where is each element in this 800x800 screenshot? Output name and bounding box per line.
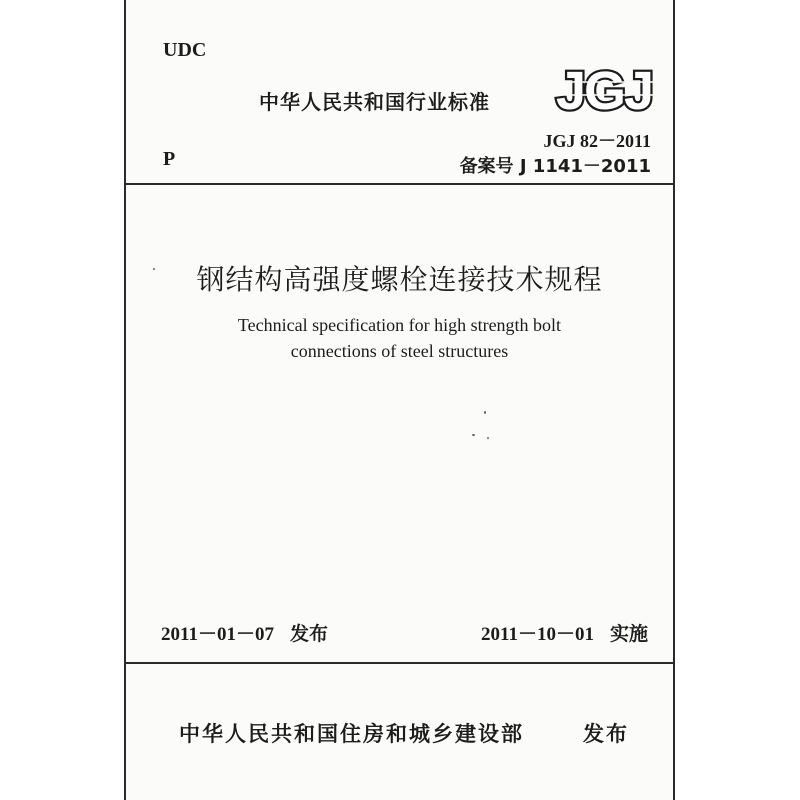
paper-speck xyxy=(487,437,489,439)
title-english-line1: Technical specification for high strength bolt xyxy=(237,315,562,335)
classification-label: P xyxy=(163,148,176,170)
paper-speck xyxy=(484,411,486,414)
jgj-logo xyxy=(548,62,660,114)
udc-label: UDC xyxy=(163,39,207,61)
title-english-line2: connections of steel structures xyxy=(290,341,509,361)
issue-date xyxy=(161,625,328,644)
paper-speck xyxy=(153,268,155,270)
jgj-logo-text: JGJ xyxy=(555,62,653,114)
implement-date-label: 实施 xyxy=(609,623,648,645)
implement-date xyxy=(481,625,648,644)
issuer-line: 中华人民共和国行业标准 xyxy=(259,90,490,114)
publisher-suffix: 发布 xyxy=(583,722,629,746)
implement-date-value: 2011－10－01 xyxy=(481,624,594,645)
issue-date-value: 2011－01－07 xyxy=(161,624,274,645)
title-chinese: 钢结构高强度螺栓连接技术规程 xyxy=(196,263,603,296)
issue-date-label: 发布 xyxy=(289,623,328,645)
publisher-name: 中华人民共和国住房和城乡建设部 xyxy=(179,722,524,746)
standard-number: JGJ 82－2011 xyxy=(543,131,651,151)
paper-speck xyxy=(472,434,475,436)
standard-cover xyxy=(124,0,675,800)
record-number: 备案号 J 1141－2011 xyxy=(459,156,651,177)
header-divider xyxy=(126,183,673,185)
footer-divider xyxy=(126,662,673,664)
